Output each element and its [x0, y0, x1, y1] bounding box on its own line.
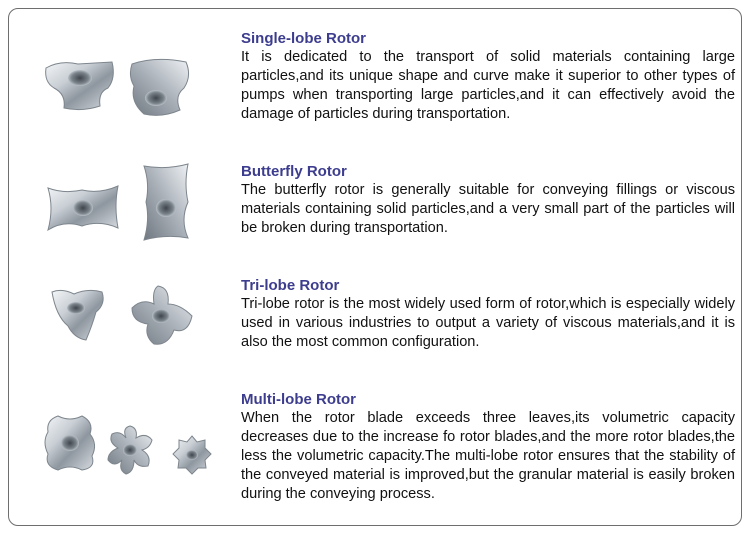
tri-lobe-rotor-image-1	[46, 286, 108, 344]
tri-lobe-rotor-image-2	[128, 282, 198, 350]
butterfly-rotor-image-2	[140, 162, 192, 242]
single-lobe-rotor-image-1	[42, 58, 118, 114]
butterfly-rotor-image-1	[44, 180, 122, 236]
section-text-single-lobe: It is dedicated to the transport of solid materials containing large particles,and its unique shape and curve make it superior to other types of pumps when transporting large particles,and it can effectively avoid the damage of particles during transportation.	[241, 49, 735, 122]
section-text-butterfly: The butterfly rotor is generally suitable for conveying fillings or viscous materials containing solid particles,and a very small part of the particles will be broken during transportation.	[241, 182, 735, 236]
section-title-multi-lobe: Multi-lobe Rotor	[241, 391, 356, 408]
single-lobe-rotor-image-2	[126, 56, 196, 120]
section-text-tri-lobe: Tri-lobe rotor is the most widely used form of rotor,which is especially widely used in various industries to output a variety of viscous materials,and it is also the most common configuration.	[241, 296, 735, 350]
section-title-butterfly: Butterfly Rotor	[241, 163, 347, 180]
multi-lobe-rotor-image-3	[172, 434, 212, 476]
multi-lobe-rotor-image-2	[104, 424, 156, 476]
section-title-tri-lobe: Tri-lobe Rotor	[241, 277, 340, 294]
multi-lobe-rotor-image-1	[40, 412, 100, 474]
section-title-single-lobe: Single-lobe Rotor	[241, 30, 366, 47]
section-text-multi-lobe: When the rotor blade exceeds three leaves,its volumetric capacity decreases due to the increase fo rotor blades,and the more rotor blades,the less the volumetric capacity.The multi-lobe rotor ensures that the stability of the conveyed material is improved,but the granular material is easily broken during the conveying process.	[241, 410, 735, 502]
